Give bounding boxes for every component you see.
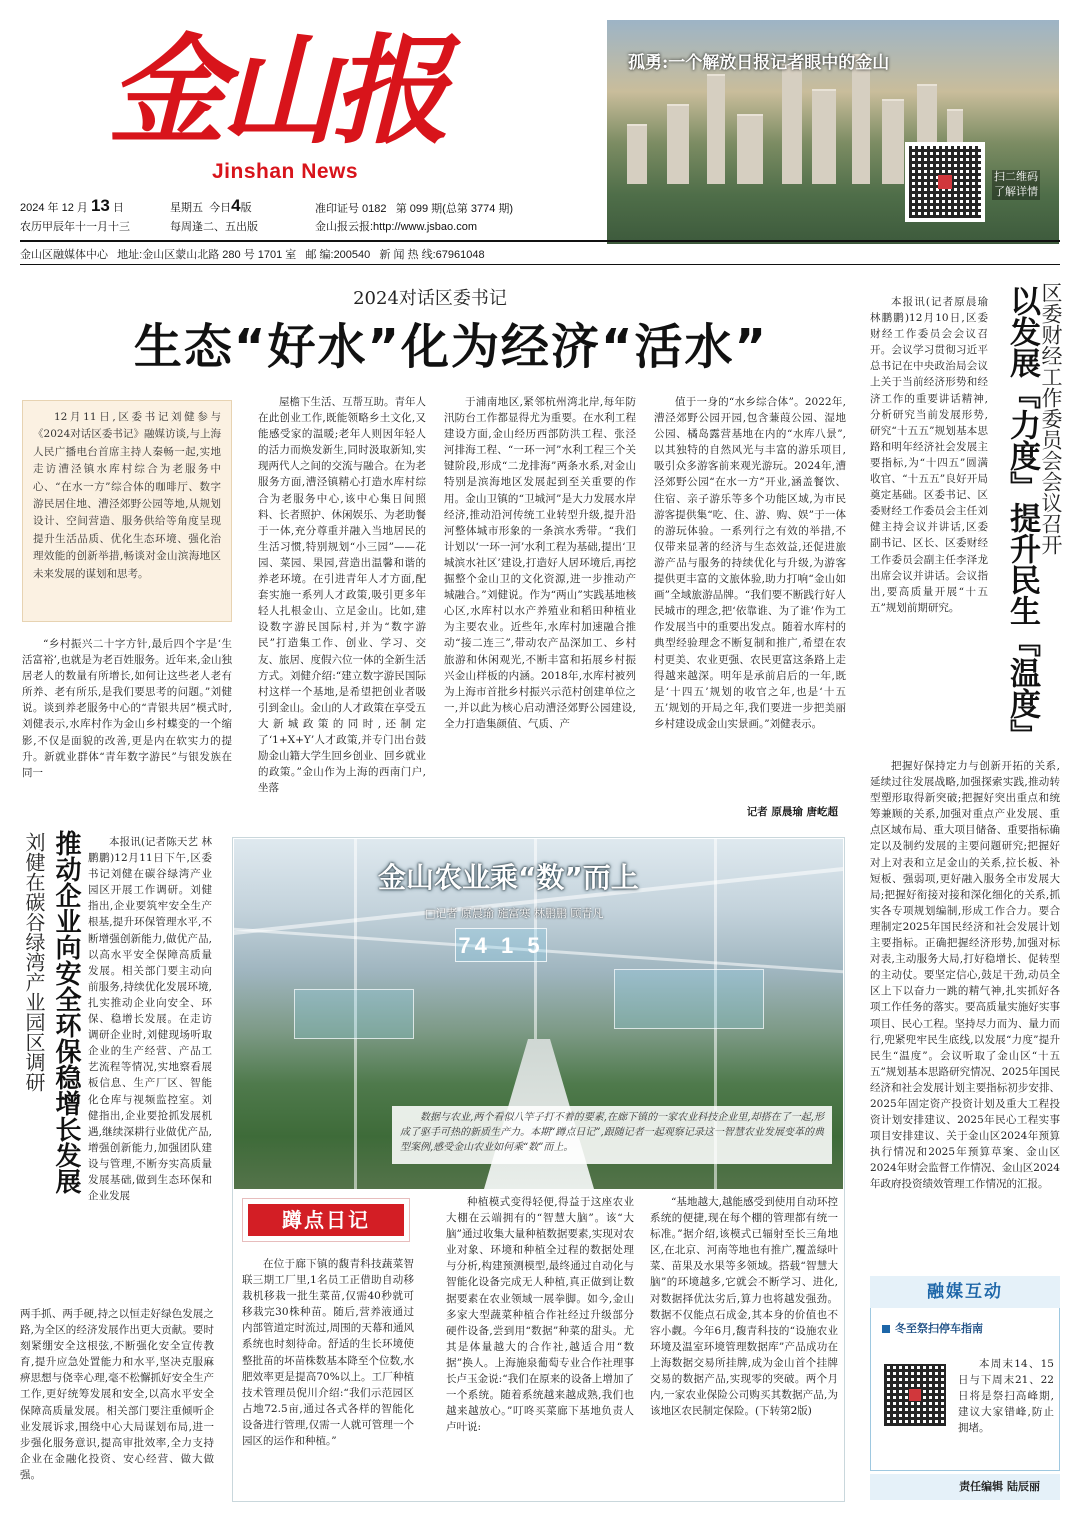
lead-headline[interactable]: 生态“好水”化为经济“活水” <box>133 319 769 375</box>
media-interaction-item-title[interactable]: 冬至祭扫停车指南 <box>895 1322 983 1335</box>
masthead-rule <box>20 240 1060 242</box>
lead-kicker: 2024对话区委书记 <box>353 288 507 309</box>
masthead-english: Jinshan News <box>212 160 359 183</box>
left-story-subtitle: 刘健在碳谷绿湾产业园区调研 <box>22 832 46 1092</box>
dateline-permit: 准印证号 0182 第 099 期(总第 3774 期) <box>315 203 514 215</box>
feature-holo-display: 74 1 5 <box>455 928 547 962</box>
media-qr-code-icon[interactable] <box>880 1360 950 1430</box>
dateline-website[interactable]: 金山报云报:http://www.jsbao.com <box>315 221 477 233</box>
feature-label: 蹲点日记 <box>242 1198 410 1242</box>
lead-intro: 12月11日,区委书记刘健参与《2024对话区委书记》融媒访谈,与上海人民广播电台首席主持人秦畅一起,实地走访漕泾镇水库村综合为老服务中心、“在水一方”综合体的咖啡厅、数字游民居住地、漕泾郊野公园等地,从规划设计、空间营造、服务供给等角度呈现提升生活品质、优化生态环境、强化治理效能的创新举措,畅谈对金山滨海地区未来发展的谋划和思考。 <box>22 400 232 622</box>
lead-column-1: “乡村振兴二十字方针,最后四个字是‘生活富裕’,也就是为老百姓服务。近年来,金山独居老人的数量有所增长,如何让这些老人老有所养、老有所乐,是我们要思考的问题。”刘健说。谈到养老服务中心的“青银共居”模式时,刘健表示,水库村作为金山乡村蝶变的一个缩影,不仅是面貌的改善,更是内在软实力的提升。新就业群体“青年数字游民”与银发族在同一 <box>22 638 232 779</box>
feature-title[interactable]: 金山农业乘“数”而上 <box>378 861 639 894</box>
dateline-date: 2024 年 12 月 13 日 <box>20 196 124 215</box>
right-story-subtitle: 区委财经工作委员会会议召开 <box>1039 282 1063 555</box>
dateline-weekday: 星期五 今日4版 <box>170 196 252 215</box>
media-interaction-item-body: 本周末14、15日与下周末21、22日将是祭扫高峰期,建议大家错峰,防止拥堵。 <box>958 1358 1054 1435</box>
masthead-logo: 金山报 <box>108 21 445 160</box>
feature-column-3: “基地越大,越能感受到使用自动环控系统的便捷,现在每个棚的管理都有统一标准。”据介绍,该模式已辐射至长三角地区,在北京、河南等地也有推广,覆盖绿叶菜、苗果及水果等多领域。搭载“智慧大脑”的环境越多,它就会不断学习、进化,对数据择优汰劣后,算力也将越发强劲。数据不仅能点石成金,其本身的价值也不容小觑。今年6月,馥青科技的“设施农业环境及温室环境管理数据库”产品成功在上海数据交易所挂牌,成为金山首个挂牌交易的数据产品,实现零的突破。两个月内,一家农业保险公司购买其数据产品,为该地区农民制定保险。(下转第2版) <box>650 1196 838 1418</box>
left-story-title[interactable]: 推动企业向安全环保稳增长发展 <box>51 830 81 1194</box>
lead-column-3: 于浦南地区,紧邻杭州湾北岸,每年防汛防台工作都显得尤为重要。在水利工程建设方面,金山经历西部防洪工程、张泾河排海工程、“一环一河”水利工程三个关键阶段,形成“二龙排海”两条水系,对金山特别是滨海地区发展起到至关重要的作用。金山卫镇的“卫城河”是大力发展水岸经济,推动沿河传统工业转型升级,提升沿河整体城市形象的一条滨水秀带。“我们计划以‘一环一河’水利工程为基础,提出‘卫城滨水社区’建设,打造好人居环境后,再挖掘整个金山卫的文化资源,进一步推动产城融合。”刘健说。作为“两山”实践基地核心区,水库村以水产养殖业和稻田种植业为主要农业。近些年,水库村加速融合推动“接二连三”,带动农产品深加工、乡村旅游和休闲观光,不断丰富和拓展乡村振兴金山样板的内涵。2018年,水库村被列为上海市首批乡村振兴示范村创建单位之一,并以此为核心启动漕泾郊野公园建设,全力打造集颜值、气质、产 <box>444 396 636 730</box>
feature-caption: 数据与农业,两个看似八竿子打不着的要素,在廊下镇的一家农业科技企业里,却搭在了一起,形成了驱手可热的新质生产力。本期“蹲点日记”,跟随记者一起观察记录这一智慧农业发展变革的典型案例,感受金山农业如何乘“数”而上。 <box>392 1106 832 1164</box>
feature-column-2: 种植模式变得轻便,得益于这座农业大棚在云端拥有的“智慧大脑”。该“大脑”通过收集大量种植数据要素,实现对农业对象、环境和种植全过程的数据处理与分析,构建预测模型,最终通过自动化与智能化设备完成无人种植,真正做到让数据要素在农业领域一展拳脚。如今,金山多家大型蔬菜种植合作社经过升级部分硬件设备,尝到用“数据”种菜的甜头。尤其是体量越大的合作社,越适合用“数据”换人。上海施泉葡萄专业合作社理事长卢玉金说:“我们在原来的设备上增加了一个系统。随着系统越来越成熟,我们也越来越放心。”叮咚买菜廊下基地负责人卢叶说: <box>446 1196 634 1434</box>
right-story-title[interactable]: 以发展『力度』提升民生『温度』 <box>1004 285 1040 750</box>
banner-scan-label: 扫二维码 了解详情 <box>994 171 1038 198</box>
feature-credit: □记者 原晨瑜 施富寒 林鹏鹏 顾青凡 <box>425 907 604 920</box>
bullet-icon <box>882 1325 890 1333</box>
responsible-editor: 责任编辑 陆辰丽 <box>870 1474 1060 1500</box>
info-line: 金山区融媒体中心 地址:金山区蒙山北路 280 号 1701 室 邮 编:200540 新 闻 热 线:67961048 <box>20 249 485 261</box>
left-story-lead: 本报讯(记者陈天艺 林鹏鹏)12月11日下午,区委书记刘健在碳谷绿湾产业园区开展工作调研。刘健指出,企业要筑牢安全生产根基,提升环保管理水平,不断增强创新能力,做优产品,以高水平安全保障高质量发展。相关部门要主动向前服务,持续优化发展环境,扎实推动企业向安全、环保、稳增长发展。在走访调研企业时,刘健现场听取企业的生产经营、产品工艺流程等情况,实地察看展板信息、生产厂区、智能化仓库与视频监控室。刘健指出,企业要抢抓发展机遇,继续深耕行业做优产品,增强创新能力,加强团队建设与管理,不断夯实高质量发展基础,做到生态环保和企业发展 <box>88 836 212 1203</box>
info-rule <box>20 264 1060 265</box>
right-story-body: 把握好保持定力与创新开拓的关系,延续过往发展战略,加强探索实践,推动转型塑形取得新突破;把握好突出重点和统筹兼顾的关系,加强对重点产业发展、重点区域布局、重大项目储备、重要指标确定以及制约发展的主要问题研究;把握好对上对表和立足金山的关系,拉长板、补短板、强弱项,更好融入服务全市发展大局;把握好衔接对接和深化细化的关系,抓实各专项规划编制,形成工作合力。要合理制定2025年国民经济和社会发展计划主要指标。正确把握经济形势,加强对标对表,主动服务大局,打好稳增长、促转型的主动仗。要坚定信心,鼓足干劲,动员全区上下以奋力一跳的精气神,扎实抓好各项工作任务的落实。要高质量实施好实事项目、民心工程。坚持尽力而为、量力而行,兜紧兜牢民生底线,以发展“力度”提升民生“温度”。会议听取了金山区“十五五”规划基本思路研究情况、2025年国民经济和社会发展计划主要指标初步安排、2025年固定资产投资计划及重大工程投资计划安排建议、2025年民心工程实事项目安排建议、关于金山区2024年预算执行情况和2025年预算草案、金山区2024年财会监督工作情况、金山区2024年政府投资绩效管理工作情况的汇报。 <box>870 760 1060 1191</box>
feature-column-1: 在位于廊下镇的馥青科技蔬菜智联三期工厂里,1名员工正借助自动移栽机移栽一批生菜苗,仅需40秒就可移栽完30株种苗。随后,营养液通过内部管道定时流过,周围的天幕和通风系统也时刻待命。舒适的生长环境使整批苗的坏苗株数基本降至个位数,水肥效率更是提高70%以上。工厂种植技术管理员倪川介绍:“我们示范园区占地72.5亩,通过各式各样的智能化设备进行管理,仅需一人就可管理一个园区的运作和种植。” <box>242 1258 414 1448</box>
dateline-schedule: 每周逢二、五出版 <box>170 221 258 233</box>
banner-title[interactable]: 孤勇:一个解放日报记者眼中的金山 <box>628 53 890 73</box>
lead-column-4: 值于一身的“水乡综合体”。2022年,漕泾郊野公园开园,包含蒹葭公园、湿地公园、橘岛露营基地在内的“水库八景”,以其独特的自然风光与丰富的游乐项目,吸引众多游客前来观光游玩。2024年,漕泾郊野公园“在水一方”开业,涵盖餐饮、住宿、亲子游乐等多个功能区域,为市民游客提供集“吃、住、游、购、娱”于一体的游玩体验。一系列行之有效的举措,不仅带来显著的经济与生态效益,还促进旅游产品与服务的持续优化与升级,为游客提供更丰富的文旅体验,助力打响“金山如画”全域旅游品牌。“我们要不断践行好人民城市的理念,把‘依靠谁、为了谁’作为工作发展当中的重要出发点。随着水库村的典型经验理念不断复制和推广,希望在农村更美、农业更强、农民更富这条路上走得越来越深。明年是承前启后的一年,既是‘十四五’规划的收官之年,也是‘十五五’规划的开局之年,我们要进一步把美丽乡村建设成金山实景画。”刘健表示。 <box>654 396 846 730</box>
dateline-lunar: 农历甲辰年十一月十三 <box>20 221 130 233</box>
lead-byline: 记者 原晨瑜 唐屹超 <box>746 806 838 818</box>
left-story-body: 两手抓、两手硬,持之以恒走好绿色发展之路,为全区的经济发展作出更大贡献。要时刻紧绷安全这根弦,不断强化安全宣传教育,提升应急处置能力和水平,坚决克服麻痹思想与侥幸心理,毫不松懈抓好安全生产工作,更好统筹发展和安全,以高水平安全保障高质量发展。相关部门要注重倾听企业发展诉求,围绕中心大局谋划布局,进一步强化服务意识,提高审批效率,全力支持企业在金融化投资、安心经营、做大做强。 <box>20 1308 214 1481</box>
right-story-lead: 本报讯(记者原晨瑜 林鹏鹏)12月10日,区委财经工作委员会会议召开。会议学习贯彻习近平总书记在中央政治局会议上关于当前经济形势和经济工作的重要讲话精神,分析研究当前发展形势,研究“十五五”规划基本思路和明年经济社会发展主要指标,为“十四五”圆满收官、“十五五”良好开局奠定基础。区委书记、区委财经工作委员会主任刘健主持会议并讲话,区委副书记、区长、区委财经工作委员会副主任李泽龙出席会议并讲话。会议指出,要高质量开展“十五五”规划前期研究。 <box>870 296 988 614</box>
lead-column-2: 屋檐下生活、互帮互助。青年人在此创业工作,既能领略乡土文化,又能感受家的温暖;老年人则因年轻人的活力而焕发新生,同时汲取新知,实现两代人之间的交流与融合。在为老服务方面,漕泾镇精心打造水库村综合为老服务中心,该中心集日间照料、长者照护、休闲娱乐、为老助餐于一体,充分尊重并融入当地居民的生活习惯,特别规划“小三园”——花园、菜园、果园,营造出温馨和谐的养老环境。在引进青年人才方面,配套实施一系列人才政策,吸引更多年轻人扎根金山、立足金山。比如,建设数字游民国际村,并为“数字游民”打造集工作、创业、学习、交友、旅居、度假六位一体的全新生活方式。刘健介绍:“建立数字游民国际村这样一个基地,是希望把创业者吸引到金山。金山的人才政策在享受五大新城政策的同时,还制定了‘1+X+Y’人才政策,并专门出台鼓励金山籍大学生回乡创业、回乡就业的政策。”金山作为上海的西南门户,坐落 <box>258 396 426 795</box>
banner-qr-code-icon[interactable] <box>905 142 985 222</box>
media-interaction-header: 融媒互动 <box>870 1276 1060 1308</box>
